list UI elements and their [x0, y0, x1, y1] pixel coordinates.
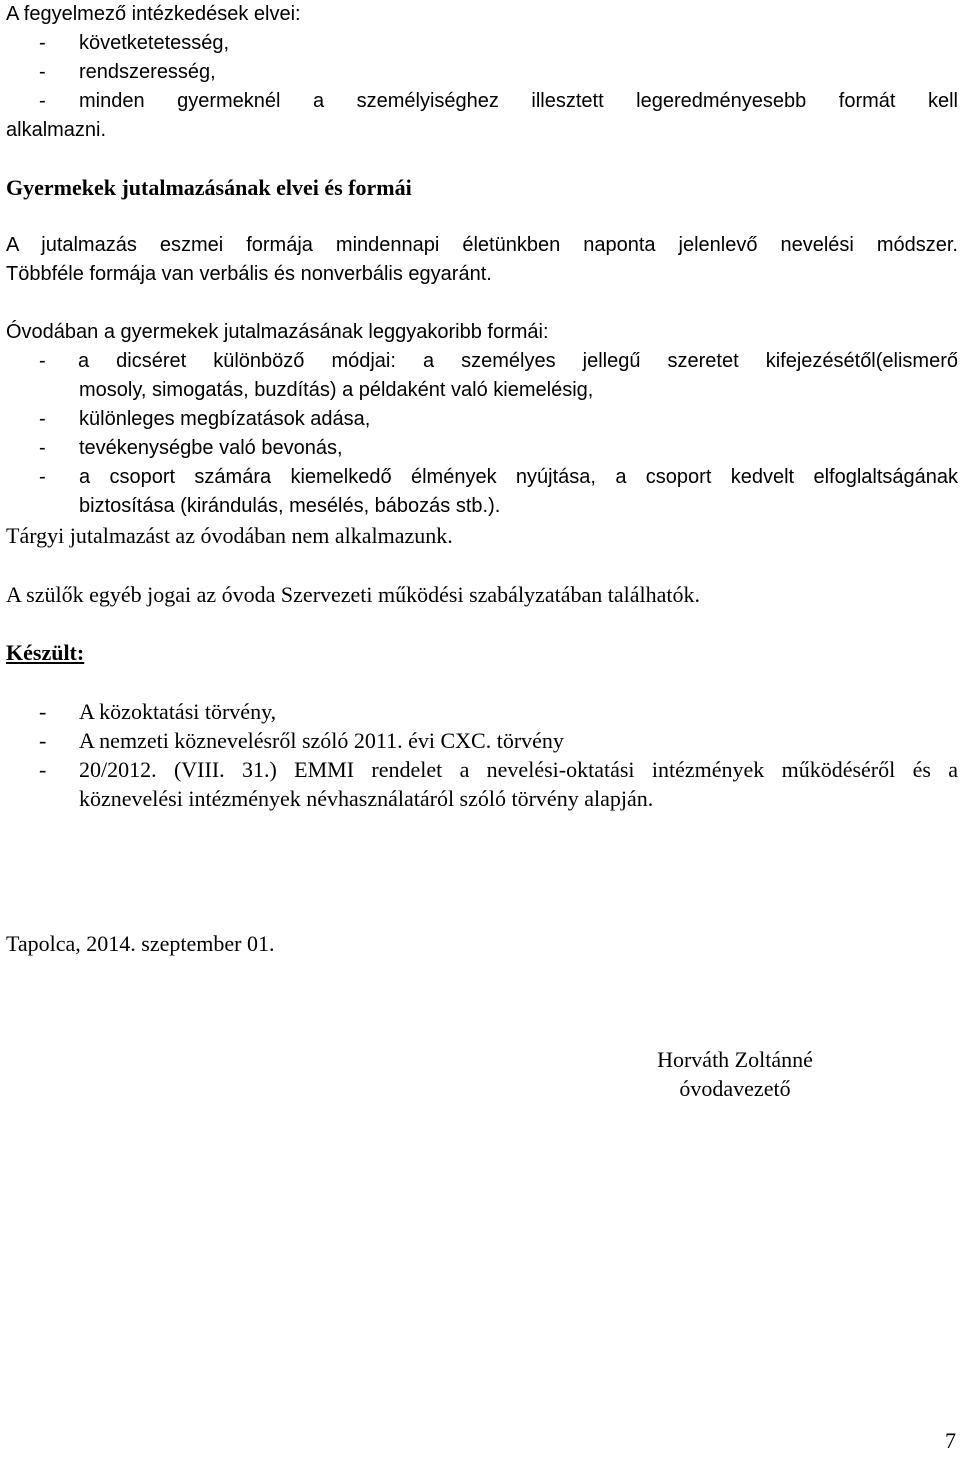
list-item: - tevékenységbe való bevonás,	[39, 437, 343, 459]
list-item-continuation: biztosítása (kirándulás, mesélés, bábozás stb.).	[79, 495, 501, 517]
rewards-heading: Gyermekek jutalmazásának elvei és formái	[6, 175, 412, 200]
signature-name: Horváth Zoltánné	[657, 1047, 813, 1072]
discipline-title: A fegyelmező intézkedések elvei:	[6, 3, 301, 25]
list-item-continuation: mosoly, simogatás, buzdítás) a példaként való kiemelésig,	[79, 379, 594, 401]
list-item-continuation: köznevelési intézmények névhasználatáról szóló törvény alapján.	[79, 786, 654, 811]
list-item: - követketetesség,	[39, 32, 230, 54]
list-item: - a csoport számára kiemelkedő élmények nyújtása, a csoport kedvelt elfoglaltságának	[39, 466, 958, 488]
parents-rights: A szülők egyéb jogai az óvoda Szervezeti működési szabályzatában találhatók.	[6, 582, 700, 607]
kindergarten-rewards	[6, 318, 958, 521]
list-item: - minden gyermeknél a személyiséghez illesztett legeredményesebb formát kell	[39, 90, 958, 112]
prepared-label: Készült:	[6, 640, 85, 665]
list-item: - a dicséret különböző módjai: a személyes jellegű szeretet kifejezésétől(elismerő	[39, 350, 958, 372]
discipline-section	[6, 0, 958, 145]
kindergarten-intro: Óvodában a gyermekek jutalmazásának leggyakoribb formái:	[6, 321, 549, 343]
list-item: - rendszeresség,	[39, 61, 216, 83]
list-item: - különleges megbízatások adása,	[39, 408, 371, 430]
list-item: - A nemzeti köznevelésről szóló 2011. évi CXC. törvény	[39, 728, 564, 753]
kindergarten-closing: Tárgyi jutalmazást az óvodában nem alkalmazunk.	[6, 523, 453, 548]
signature-block	[575, 1045, 895, 1103]
list-item: - A közoktatási törvény,	[39, 699, 277, 724]
page-number: 7	[945, 1428, 956, 1453]
rewards-paragraph: A jutalmazás eszmei formája mindennapi életünkben naponta jelenlevő nevelési módszer. Többféle formája van verbális és nonverbális egyaránt.	[6, 234, 958, 285]
signature-role: óvodavezető	[679, 1076, 791, 1101]
prepared-list	[6, 697, 958, 813]
list-item: - 20/2012. (VIII. 31.) EMMI rendelet a nevelési-oktatási intézmények működéséről és a	[39, 757, 958, 782]
list-item-continuation: alkalmazni.	[6, 119, 107, 141]
place-date: Tapolca, 2014. szeptember 01.	[6, 931, 275, 956]
